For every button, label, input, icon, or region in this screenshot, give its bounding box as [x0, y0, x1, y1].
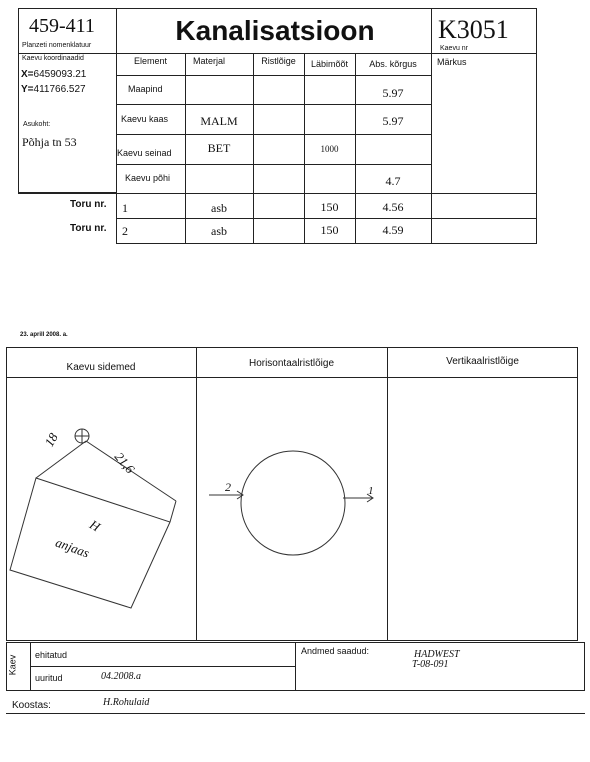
compiled-value: H.Rohulaid	[103, 697, 150, 708]
pipe-height: 4.59	[382, 223, 404, 237]
section-horizontal: Horisontaalristlõige	[248, 358, 335, 369]
location-value: Põhja tn 53	[22, 135, 77, 149]
pipe-number: 2	[122, 224, 128, 238]
pipe-label: Toru nr.	[70, 199, 107, 210]
pipe-mark: 1	[368, 485, 374, 497]
x-coordinate: X=6459093.21	[21, 69, 87, 80]
row-element: Kaevu seinad	[117, 148, 172, 158]
sheet-number-box	[18, 8, 117, 54]
page-title: Kanalisatsioon	[175, 15, 375, 46]
section-vertical: Vertikaalristlõige	[446, 356, 519, 367]
pipe-mark: 2	[225, 480, 231, 494]
surveyed-label: uuritud	[35, 673, 63, 683]
built-label: ehitatud	[35, 650, 68, 660]
connection-mark: anjaas	[53, 534, 92, 561]
horizontal-section-sketch	[197, 378, 387, 640]
row-material: BET	[207, 141, 231, 155]
row-height: 5.97	[382, 114, 404, 128]
connection-mark: 18	[41, 430, 61, 450]
connection-mark: H	[87, 516, 103, 535]
header-diameter: Läbimõõt	[310, 59, 349, 69]
pipe-diameter: 150	[320, 223, 339, 237]
row-diameter: 1000	[320, 144, 339, 154]
data-from-label: Andmed saadud:	[301, 646, 370, 656]
surveyed-value: 04.2008.a	[101, 671, 141, 682]
header-element: Element	[133, 56, 168, 66]
info-box	[18, 53, 117, 193]
title-box	[116, 8, 432, 54]
pipe-material: asb	[211, 201, 227, 215]
row-element: Kaevu kaas	[121, 114, 169, 124]
location-label: Asukoht:	[23, 121, 51, 128]
pipe-material: asb	[211, 224, 227, 238]
header-abs-height: Abs. kõrgus	[369, 59, 417, 69]
data-from-value: HADWEST	[414, 649, 460, 660]
pipe-diameter: 150	[320, 200, 339, 214]
row-material: MALM	[200, 114, 238, 128]
header-cross-section: Ristlõige	[261, 56, 296, 66]
y-coordinate: Y=411766.527	[21, 84, 86, 95]
well-number-box	[431, 8, 537, 54]
row-height: 5.97	[382, 86, 404, 100]
section-connections: Kaevu sidemed	[66, 362, 136, 373]
date-note: 23. aprill 2008. a.	[20, 332, 68, 338]
connections-sketch	[6, 378, 196, 640]
row-element: Maapind	[128, 84, 163, 94]
sheet-label: Planzeti nomenklatuur	[22, 42, 92, 49]
coordinates-label: Kaevu koordinaadid	[22, 55, 84, 62]
row-height: 4.7	[385, 174, 401, 188]
row-element: Kaevu põhi	[125, 173, 171, 183]
well-label: Kaevu nr	[440, 45, 469, 52]
well-side-label: Kaev	[7, 654, 18, 676]
compiled-label: Koostas:	[12, 700, 51, 711]
pipe-label: Toru nr.	[70, 223, 107, 234]
pipe-number: 1	[122, 201, 128, 215]
connection-mark: 21,6	[111, 449, 138, 477]
header-material: Materjal	[192, 56, 225, 66]
data-from-value: T-08-091	[412, 659, 449, 670]
sheet-number: 459-411	[29, 15, 95, 37]
header-remarks: Märkus	[437, 57, 467, 67]
pipe-height: 4.56	[382, 200, 404, 214]
well-number: K3051	[438, 15, 509, 44]
